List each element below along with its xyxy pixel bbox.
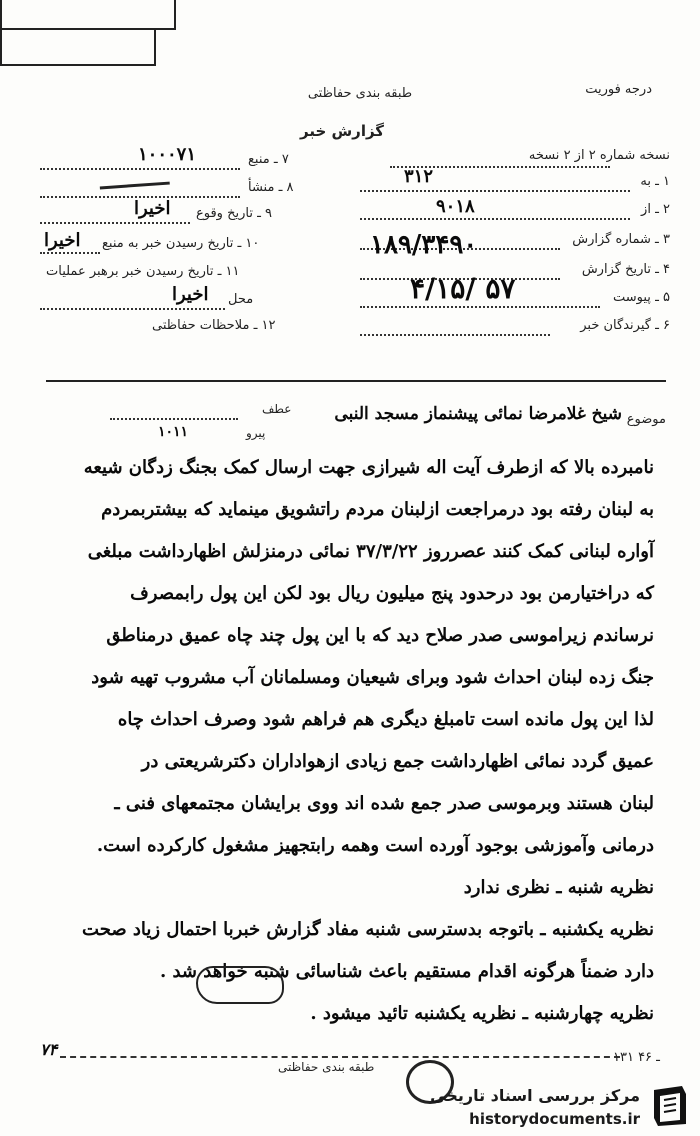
origin-label: ۸ ـ منشأ	[248, 180, 294, 195]
body-line: عمیق گردد نمائی اظهارداشت جمع زیادی ازهواداران دکترشریعتی در	[141, 751, 654, 772]
body-line: که دراختیارمن بود درحدود پنج میلیون ریال بود لکن این پول رابمصرف	[130, 583, 654, 604]
to-value: ۳۱۲	[404, 166, 434, 187]
ref-number: ۱۰۱۱	[158, 424, 189, 440]
attachment-dots	[360, 306, 600, 308]
form-title: گزارش خبر	[300, 122, 385, 140]
event-date-value: اخیرا	[134, 198, 171, 219]
body-line: به لبنان رفته بود درمراجعت ازلبنان مردم راتشویق مینماید که بیشتربمردم	[101, 499, 654, 520]
signature-dots	[60, 1056, 620, 1058]
classification-label: طبقه بندی حفاظتی	[307, 86, 413, 101]
ref-peyro-label: پیرو	[246, 426, 266, 440]
source-received-label: ۱۰ ـ تاریخ رسیدن خبر به منبع	[102, 236, 260, 251]
subject-value: شیخ غلامرضا نمائی پیشنماز مسجد النبی	[334, 404, 622, 424]
security-notes-label: ۱۲ ـ ملاحظات حفاظتی	[152, 318, 276, 333]
report-number-value: ۱۸۹/۳۴۹۰	[370, 230, 478, 260]
to-dots	[360, 190, 630, 192]
from-dots	[360, 218, 630, 220]
classification-box	[0, 30, 156, 66]
opinion-line: نظریه شنبه ـ نظری ندارد	[463, 877, 654, 898]
opinion-line: نظریه یکشنبه ـ باتوجه بدسترسی شنبه مفاد گزارش خبربا احتمال زیاد صحت	[82, 919, 654, 940]
body-line: درمانی وآموزشی بوجود آورده است وهمه رابتجهیز مشغول کارکرده است.	[96, 835, 654, 856]
event-date-label: ۹ ـ تاریخ وقوع	[196, 206, 273, 221]
ops-received-label: ۱۱ ـ تاریخ رسیدن خبر برهبر عملیات	[46, 264, 240, 279]
from-label: ۲ ـ از	[641, 202, 670, 217]
watermark-url: historydocuments.ir	[469, 1110, 640, 1128]
priority-box	[0, 0, 176, 30]
ref-dots	[110, 418, 238, 420]
body-line: جنگ زده لبنان احداث شود وبرای شیعیان ومسلمانان آب مشروب تهیه شود	[91, 667, 654, 688]
source-received-dots	[40, 252, 100, 254]
bottom-classification-label: طبقه بندی حفاظتی	[278, 1060, 375, 1074]
source-dots	[40, 168, 240, 170]
place-value: اخیرا	[172, 284, 209, 305]
section-divider	[46, 380, 666, 382]
source-value: ۱۰۰۰۷۱	[138, 144, 197, 165]
copy-line: نسخه شماره ۲ از ۲ نسخه	[528, 148, 670, 163]
recipients-dots	[360, 334, 550, 336]
body-line: نرساندم زیراموسی صدر صلاح دید که با این پول چند چاه عمیق درمناطق	[106, 625, 654, 646]
body-line: لذا این پول مانده است تامبلغ دیگری هم فراهم شود وصرف احداث چاه	[117, 709, 654, 730]
priority-label: درجه فوریت	[585, 82, 652, 97]
signature-line: ۷۴	[40, 1040, 58, 1059]
document-reference: ۱۳۱ ـ ۴۶	[612, 1050, 660, 1065]
subject-label: موضوع	[626, 412, 666, 427]
body-line: نامبرده بالا که ازطرف آیت اله شیرازی جهت ارسال کمک بجنگ زدگان شیعه	[83, 457, 654, 478]
place-label: محل	[228, 292, 254, 307]
attachment-label: ۵ ـ پیوست	[613, 290, 670, 305]
source-received-value: اخیرا	[44, 230, 81, 251]
recipients-label: ۶ ـ گیرندگان خبر	[580, 318, 670, 333]
ref-atf-label: عطف	[262, 402, 292, 416]
report-date-value: ۴/۱۵/ ۵۷	[410, 272, 516, 305]
opinion-line: نظریه چهارشنبه ـ نظریه یکشنبه تائید میشود .	[310, 1003, 654, 1024]
report-number-label: ۳ ـ شماره گزارش	[572, 232, 670, 247]
opinion-line: دارد ضمناً هرگونه اقدام مستقیم باعث شناسائی شنبه خواهد شد .	[159, 961, 654, 982]
report-date-label: ۴ ـ تاریخ گزارش	[581, 262, 670, 277]
event-date-dots	[40, 222, 190, 224]
to-label: ۱ ـ به	[640, 174, 670, 189]
origin-scribble	[100, 182, 170, 196]
watermark-title: مرکز بررسی اسناد تاریخی	[430, 1086, 640, 1105]
place-dots	[40, 308, 225, 310]
body-line: لبنان هستند وبرموسی صدر جمع شده اند ووی برایشان مجتمعهای فنی ـ	[114, 793, 654, 814]
from-value: ۹۰۱۸	[436, 196, 475, 217]
source-label: ۷ ـ منبع	[248, 152, 289, 167]
archive-logo-icon	[650, 1084, 690, 1128]
signature-stamp	[196, 966, 284, 1004]
body-line: آواره لبنانی کمک کنند عصرروز ۳۷/۳/۲۲ نمائی درمنزلش اظهارداشت مبلغی	[87, 541, 654, 562]
